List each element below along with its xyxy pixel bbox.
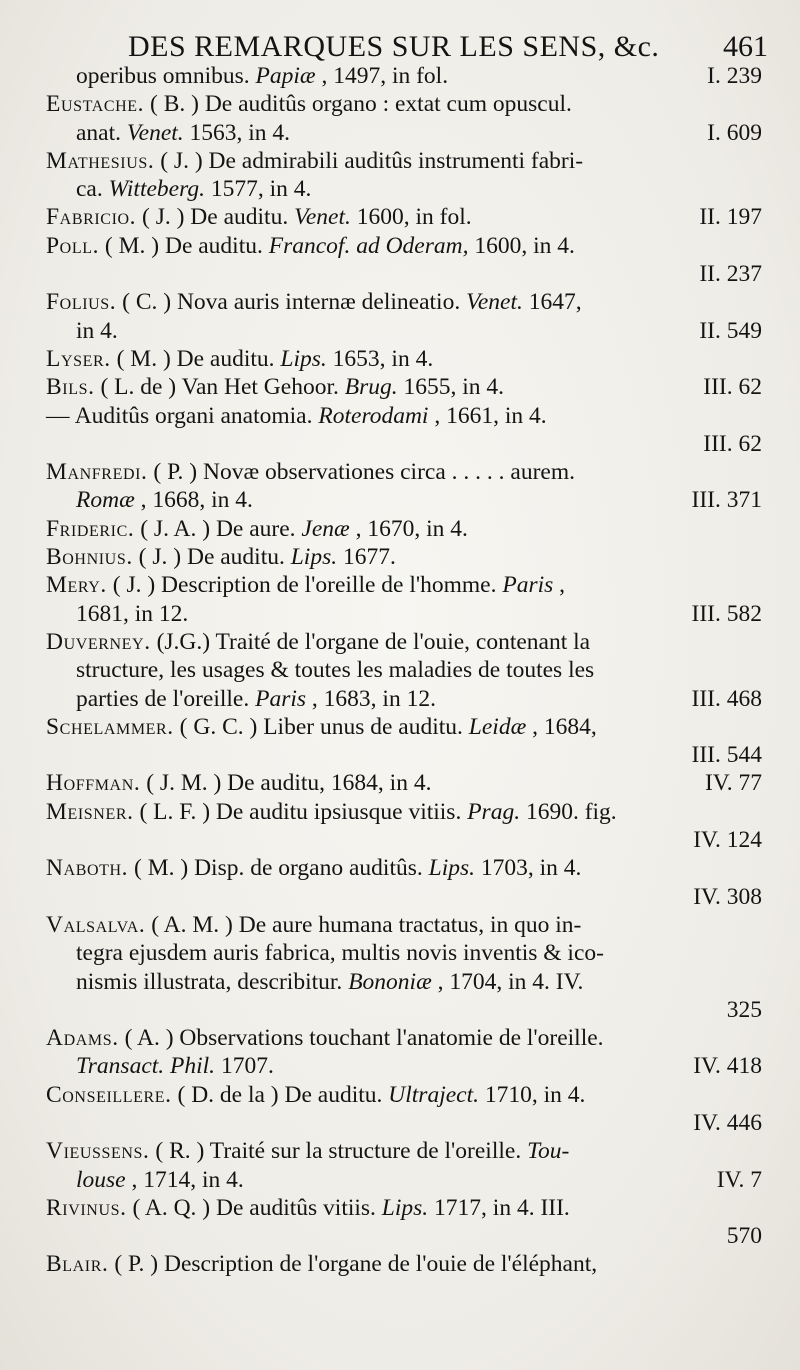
publication-place: Tou- [527, 1138, 570, 1165]
author-name: Frideric. [46, 515, 135, 542]
author-name: Vieussens. [46, 1138, 150, 1165]
volume-reference: IV. 7 [716, 1166, 762, 1193]
entry-text: ( J. A. ) De aure. [140, 515, 296, 542]
entry-text: ( J. M. ) De auditu, 1684, in 4. [146, 770, 432, 797]
publication-details: 1577, in 4. [210, 176, 312, 203]
publication-place: Paris [255, 685, 307, 712]
bibliography-line [46, 826, 762, 854]
bibliography-line [46, 713, 762, 741]
volume-reference: IV. 446 [693, 1109, 762, 1136]
author-name: — [46, 402, 71, 429]
entry-text: 1681, in 12. [76, 600, 189, 627]
publication-details: , 1670, in 4. [355, 515, 468, 542]
bibliography-line [46, 203, 762, 231]
publication-details: , [559, 572, 566, 599]
bibliography-line [46, 119, 762, 147]
bibliography-line [46, 543, 762, 571]
bibliography-line [46, 996, 762, 1024]
volume-reference: 570 [726, 1223, 762, 1250]
bibliography-line [46, 1081, 762, 1109]
bibliography-line [46, 260, 762, 288]
volume-reference: III. 371 [691, 487, 762, 514]
entry-text: nismis illustrata, describitur. [76, 968, 343, 995]
bibliography-line [46, 600, 762, 628]
author-name: Blair. [46, 1251, 109, 1278]
publication-place: Leidæ [468, 713, 527, 740]
bibliography-line [46, 1109, 762, 1137]
entry-text: ( P. ) Novæ observationes circa . . . . . aurem. [153, 459, 575, 486]
publication-details: , 1684, [532, 713, 597, 740]
volume-reference: III. 62 [703, 430, 762, 457]
publication-details: 1710, in 4. [484, 1081, 586, 1108]
entry-text: ( B. ) De auditûs organo : extat cum opuscul. [150, 91, 572, 118]
publication-place: Lips. [290, 544, 338, 571]
publication-place: Venet. [126, 119, 184, 146]
author-name: Rivinus. [46, 1194, 127, 1221]
running-head-title: DES REMARQUES SUR LES SENS, &c. [128, 30, 660, 63]
entry-text: ( J. ) De auditu. [138, 544, 285, 571]
publication-place: Papiæ [255, 63, 316, 89]
publication-details: , 1668, in 4. [140, 487, 253, 514]
volume-reference: II. 197 [699, 204, 762, 231]
publication-details: 1563, in 4. [189, 119, 291, 146]
entry-text: ( J. ) Description de l'oreille de l'homme. [112, 572, 497, 599]
bibliography-line [46, 345, 762, 373]
author-name: Folius. [46, 289, 117, 316]
author-name: Poll. [46, 232, 100, 259]
bibliography-line [46, 147, 762, 175]
bibliography-line [46, 883, 762, 911]
volume-reference: III. 62 [703, 374, 762, 401]
publication-details: , 1704, in 4. IV. [437, 968, 584, 995]
publication-details: 1690. fig. [525, 798, 617, 825]
volume-reference: II. 237 [699, 261, 762, 288]
bibliography-line [46, 232, 762, 260]
publication-details: , 1683, in 12. [311, 685, 436, 712]
bibliography-list [46, 62, 762, 1279]
publication-place: Brug. [344, 374, 398, 401]
publication-details: , 1714, in 4. [131, 1166, 244, 1193]
entry-text: Auditûs organi anatomia. [74, 402, 313, 429]
publication-place: Bononiæ [348, 968, 432, 995]
author-name: Manfredi. [46, 459, 148, 486]
entry-text: ( A. M. ) De aure humana tractatus, in quo in- [151, 911, 582, 938]
publication-details: 1707. [220, 1053, 274, 1080]
volume-reference: IV. 308 [693, 883, 762, 910]
entry-text: anat. [76, 119, 122, 146]
publication-place: Transact. Phil. [76, 1053, 216, 1080]
publication-place: Lips. [428, 855, 475, 882]
author-name: Fabricio. [46, 204, 137, 231]
bibliography-line [46, 515, 762, 543]
author-name: Meisner. [46, 798, 134, 825]
bibliography-line [46, 373, 762, 401]
bibliography-line [46, 1222, 762, 1250]
entry-text: ( R. ) Traité sur la structure de l'oreille. [155, 1138, 522, 1165]
publication-details: 1653, in 4. [332, 345, 434, 372]
publication-details: 1703, in 4. [480, 855, 582, 882]
author-name: Hoffman. [46, 770, 141, 797]
author-name: Bils. [46, 374, 95, 401]
entry-text: ( G. C. ) Liber unus de auditu. [179, 713, 463, 740]
publication-place: Francof. ad Oderam, [268, 232, 469, 259]
entry-text: ( J. ) De admirabili auditûs instrumenti fabri- [160, 147, 584, 174]
publication-place: Roterodami [318, 402, 429, 429]
bibliography-line [46, 968, 762, 996]
bibliography-line [46, 854, 762, 882]
bibliography-line [46, 571, 762, 599]
volume-reference: IV. 124 [693, 827, 762, 854]
bibliography-line [46, 685, 762, 713]
page-number: 461 [723, 30, 768, 63]
volume-reference: III. 468 [691, 685, 762, 712]
bibliography-line [46, 798, 762, 826]
bibliography-line [46, 656, 762, 684]
author-name: Mathesius. [46, 147, 155, 174]
bibliography-line [46, 486, 762, 514]
author-name: Schelammer. [46, 713, 174, 740]
publication-details: , 1661, in 4. [434, 402, 547, 429]
entry-text: (J.G.) Traité de l'organe de l'ouie, contenant la [156, 628, 591, 655]
entry-text: ( P. ) Description de l'organe de l'ouie de l'éléphant, [114, 1251, 598, 1278]
volume-reference: IV. 77 [704, 770, 762, 797]
entry-text: ( J. ) De auditu. [142, 204, 289, 231]
publication-details: 1600, in 4. [474, 232, 575, 259]
bibliography-line [46, 1194, 762, 1222]
publication-details: 1677. [342, 544, 396, 571]
author-name: Lyser. [46, 345, 111, 372]
volume-reference: I. 239 [707, 63, 762, 89]
bibliography-line [46, 402, 762, 430]
publication-place: Ultraject. [388, 1081, 479, 1108]
author-name: Adams. [46, 1025, 119, 1052]
volume-reference: II. 549 [699, 317, 762, 344]
entry-text: ca. [76, 176, 103, 203]
bibliography-line [46, 62, 762, 90]
bibliography-line [46, 1137, 762, 1165]
entry-text: operibus omnibus. [76, 63, 250, 89]
entry-text: ( C. ) Nova auris internæ delineatio. [122, 289, 461, 316]
bibliography-line [46, 90, 762, 118]
entry-text: ( A. ) Observations touchant l'anatomie de l'oreille. [124, 1025, 604, 1052]
entry-text: ( D. de la ) De auditu. [177, 1081, 383, 1108]
publication-details: 1717, in 4. III. [434, 1194, 570, 1221]
publication-place: Witteberg. [108, 176, 206, 203]
author-name: Duverney. [46, 628, 151, 655]
entry-text: structure, les usages & toutes les maladies de toutes les [76, 657, 595, 684]
bibliography-line [46, 939, 762, 967]
bibliography-line [46, 1052, 762, 1080]
bibliography-line [46, 288, 762, 316]
bibliography-line [46, 458, 762, 486]
publication-place: Romæ [76, 487, 135, 514]
author-name: Valsalva. [46, 911, 146, 938]
publication-details: 1600, in fol. [356, 204, 472, 231]
publication-place: Lips. [280, 345, 327, 372]
author-name: Conseillere. [46, 1081, 172, 1108]
publication-place: Jenæ [301, 515, 350, 542]
author-name: Mery. [46, 572, 107, 599]
volume-reference: I. 609 [707, 119, 762, 146]
publication-details: , 1497, in fol. [321, 63, 449, 89]
publication-place: Venet. [294, 204, 351, 231]
bibliography-line [46, 1250, 762, 1278]
author-name: Bohnius. [46, 544, 133, 571]
volume-reference: III. 582 [691, 600, 762, 627]
publication-details: 1647, [528, 289, 582, 316]
volume-reference: 325 [726, 996, 762, 1023]
entry-text: parties de l'oreille. [76, 685, 250, 712]
publication-details: 1655, in 4. [403, 374, 505, 401]
bibliography-line [46, 1166, 762, 1194]
entry-text: ( M. ) Disp. de organo auditûs. [134, 855, 423, 882]
entry-text: ( L. F. ) De auditu ipsiusque vitiis. [139, 798, 462, 825]
bibliography-line [46, 430, 762, 458]
publication-place: Venet. [466, 289, 523, 316]
entry-text: ( L. de ) Van Het Gehoor. [100, 374, 339, 401]
bibliography-line [46, 1024, 762, 1052]
author-name: Naboth. [46, 855, 129, 882]
entry-text: ( M. ) De auditu. [116, 345, 275, 372]
entry-text: ( M. ) De auditu. [104, 232, 263, 259]
author-name: Eustache. [46, 91, 145, 118]
bibliography-line [46, 317, 762, 345]
bibliography-line [46, 741, 762, 769]
entry-text: in 4. [76, 317, 118, 344]
entry-text: ( A. Q. ) De auditûs vitiis. [132, 1194, 376, 1221]
publication-place: louse [76, 1166, 126, 1193]
bibliography-line [46, 628, 762, 656]
publication-place: Paris [502, 572, 554, 599]
publication-place: Lips. [381, 1194, 429, 1221]
volume-reference: IV. 418 [693, 1053, 762, 1080]
bibliography-line [46, 911, 762, 939]
volume-reference: III. 544 [691, 742, 762, 769]
bibliography-line [46, 769, 762, 797]
entry-text: tegra ejusdem auris fabrica, multis novis inventis & ico- [76, 940, 604, 967]
publication-place: Prag. [467, 798, 521, 825]
bibliography-line [46, 175, 762, 203]
